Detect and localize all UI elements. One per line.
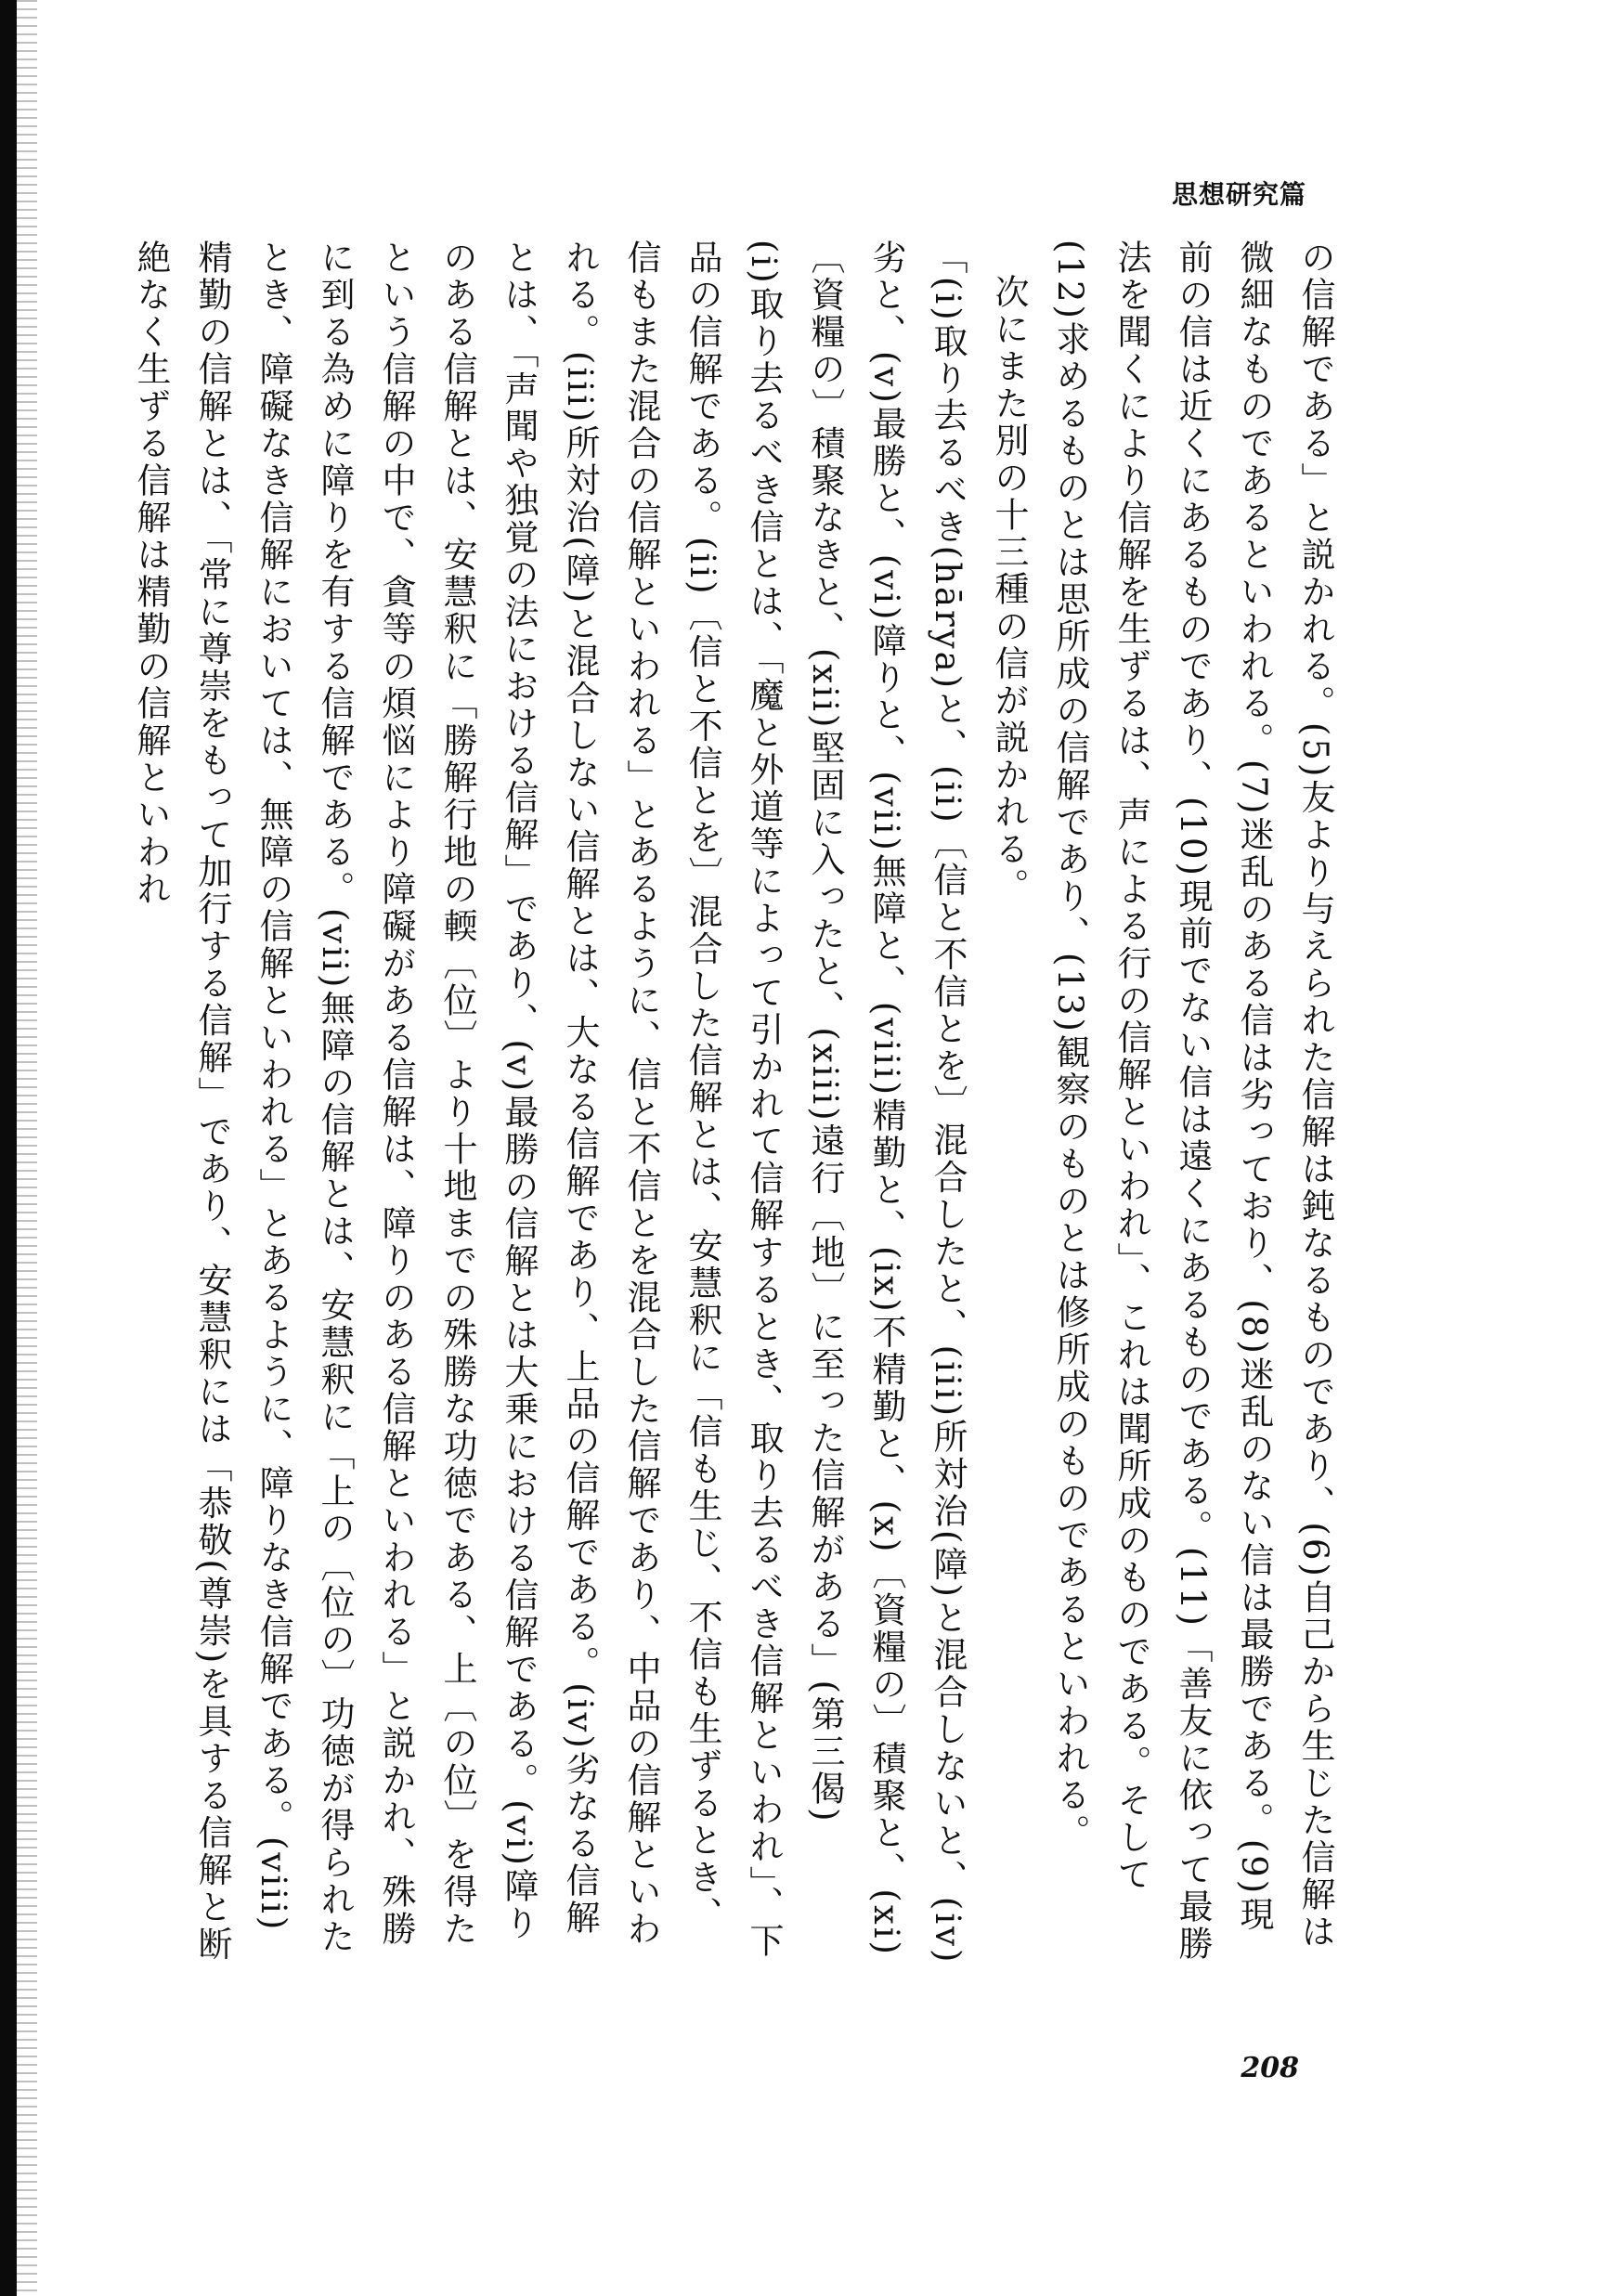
paragraph-3: (i)取り去るべき信とは、「魔と外道等によって引かれて信解するとき、取り去るべき信解といわれ」、下品の信解である。(ii)〔信と不信とを〕混合した信解とは、安慧釈に「信も生じ、不信も生ずるとき、信もまた混合の信解といわれる」とあるように、信と不信とを混合した信解であり、中品の信解といわれる。(iii)所対治(障)と混合しない信解とは、大なる信解であり、上品の信解である。(iv)劣なる信解とは、「声聞や独覚の法における信解」であり、(v)最勝の信解とは大乗における信解である。(vi)障りのある信解とは、安慧釈に「勝解行地の輭〔位〕より十地までの殊勝な功徳である、上〔の位〕を得たという信解の中で、貪等の煩悩により障礙がある信解は、障りのある信解といわれる」と説かれ、殊勝に到る為めに障りを有する信解である。(vii)無障の信解とは、安慧釈に「上の〔位の〕功徳が得られたとき、障礙なき信解においては、無障の信解といわれる」とあるように、障りなき信解である。(viii)精勤の信解とは、「常に尊崇をもって加行する信解」であり、安慧釈には「恭敬(尊崇)を具する信解と断絶なく生ずる信解は精勤の信解といわれ <box>131 240 784 1964</box>
body-text <box>131 240 1345 1966</box>
page-number: 208 <box>1241 2052 1299 2084</box>
verse-quotation: 「(i)取り去るべき(hārya)と、(ii)〔信と不信とを〕混合したと、(iii)所対治(障)と混合しないと、(iv)劣と、(v)最勝と、(vi)障りと、(vii)無障と、(viii)精勤と、(ix)不精勤と、(x)〔資糧の〕積聚と、(xi)〔資糧の〕積聚なきと、(xii)堅固に入ったと、(xiii)遠行〔地〕に至った信解がある」(第三偈) <box>805 240 968 1965</box>
paragraph-1: の信解である」と説かれる。(5)友より与えられた信解は鈍なるものであり、(6)自己から生じた信解は微細なものであるといわれる。(7)迷乱のある信は劣っており、(8)迷乱のない信は最勝である。(9)現前の信は近くにあるものであり、(10)現前でない信は遠くにあるものである。(11)「善友に依って最勝法を聞くにより信解を生ずるは、声による行の信解といわれ」、これは聞所成のものである。そして(12)求めるものとは思所成の信解であり、(13)観察のものとは修所成のものであるといわれる。 <box>1050 240 1335 1963</box>
scan-binding-noise <box>17 0 37 2296</box>
scan-binding-shadow <box>0 0 17 2296</box>
running-head: 思想研究篇 <box>1171 179 1306 210</box>
paragraph-2: 次にまた別の十三種の信が説かれる。 <box>989 274 1029 905</box>
